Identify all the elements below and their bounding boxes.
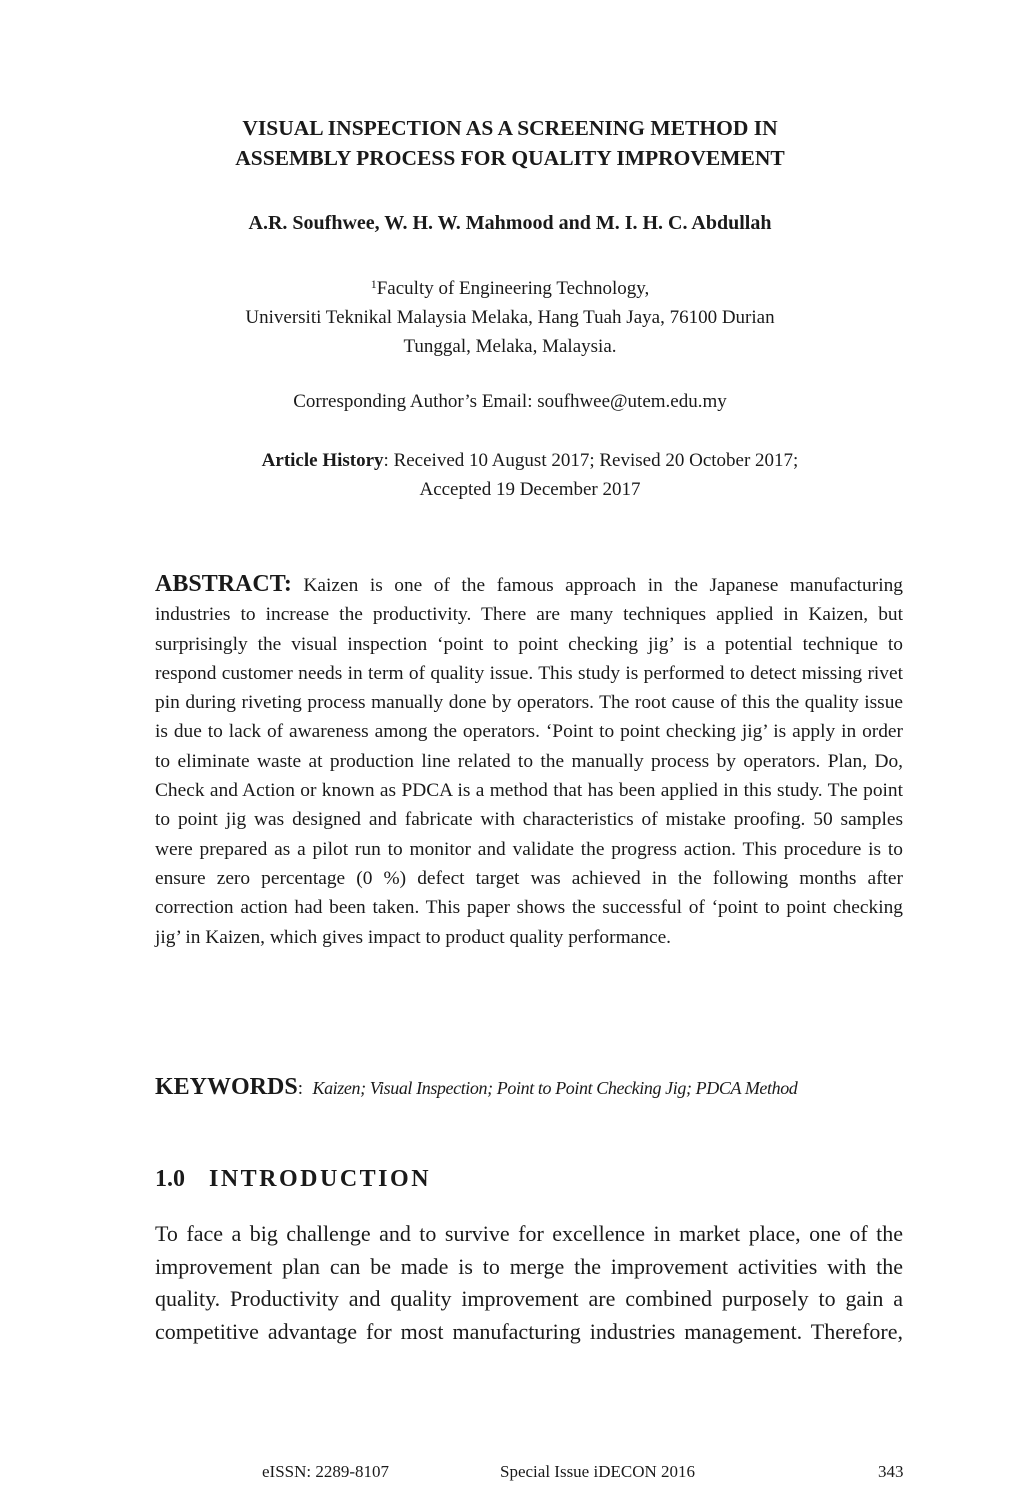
affiliation-superscript: 1 bbox=[370, 277, 377, 291]
abstract bbox=[155, 570, 903, 952]
keywords bbox=[155, 1072, 915, 1104]
affiliation-line-1: Faculty of Engineering Technology, bbox=[376, 278, 650, 299]
article-history bbox=[150, 446, 910, 504]
keywords-label: KEYWORDS bbox=[155, 1074, 298, 1100]
section-number: 1.0 bbox=[155, 1166, 185, 1192]
paper-title bbox=[150, 113, 870, 173]
corresponding-email: Corresponding Author’s Email: soufhwee@utem.edu.my bbox=[293, 391, 727, 412]
abstract-text: Kaizen is one of the famous approach in the Japanese manufacturing industries to increase the productivity. There are many techniques applied in Kaizen, but surprisingly the visual inspection ‘point to point checking jig’ is a potential technique to respond customer needs in term of quality issue. This study is performed to detect missing rivet pin during riveting process manually done by operators. The root cause of this the quality issue is due to lack of awareness among the operators. ‘Point to point checking jig’ is apply in order to eliminate waste at production line related to the manually process by operators. Plan, Do, Check and Action or known as PDCA is a method that has been applied in this study. The point to point jig was designed and fabricate with characteristics of mistake proofing. 50 samples were prepared as a pilot run to monitor and validate the progress action. This procedure is to ensure zero percentage (0 %) defect target was achieved in the following months after correction action had been taken. This paper shows the successful of ‘point to point checking jig’ in Kaizen, which gives impact to product quality performance. bbox=[155, 575, 903, 948]
history-label: Article History bbox=[261, 450, 384, 471]
history-line-2: Accepted 19 December 2017 bbox=[419, 479, 641, 500]
footer-issue: Special Issue iDECON 2016 bbox=[500, 1462, 696, 1481]
history-line-1: : Received 10 August 2017; Revised 20 October 2017; bbox=[383, 450, 799, 471]
abstract-label: ABSTRACT: bbox=[155, 571, 292, 597]
affiliation-line-2: Universiti Teknikal Malaysia Melaka, Hang Tuah Jaya, 76100 Durian bbox=[245, 307, 775, 328]
title-line-2: ASSEMBLY PROCESS FOR QUALITY IMPROVEMENT bbox=[235, 146, 785, 170]
introduction-text: To face a big challenge and to survive for excellence in market place, one of the improvement plan can be made is to merge the improvement activities with the quality. Productivity and quality improvement are combined purposely to gain a competitive advantage for most manufacturing industries management. Therefore, bbox=[155, 1221, 903, 1344]
footer-issn: eISSN: 2289-8107 bbox=[262, 1462, 390, 1481]
affiliation bbox=[150, 270, 870, 361]
section-title: INTRODUCTION bbox=[209, 1166, 432, 1192]
author-list: A.R. Soufhwee, W. H. W. Mahmood and M. I. H. C. Abdullah bbox=[248, 212, 772, 234]
section-heading bbox=[155, 1166, 431, 1193]
keywords-text: Kaizen; Visual Inspection; Point to Point Checking Jig; PDCA Method bbox=[312, 1078, 798, 1098]
keywords-separator: : bbox=[297, 1078, 303, 1099]
page-number: 343 bbox=[878, 1462, 904, 1481]
title-line-1: VISUAL INSPECTION AS A SCREENING METHOD IN bbox=[242, 116, 778, 140]
affiliation-line-3: Tunggal, Melaka, Malaysia. bbox=[403, 336, 617, 357]
